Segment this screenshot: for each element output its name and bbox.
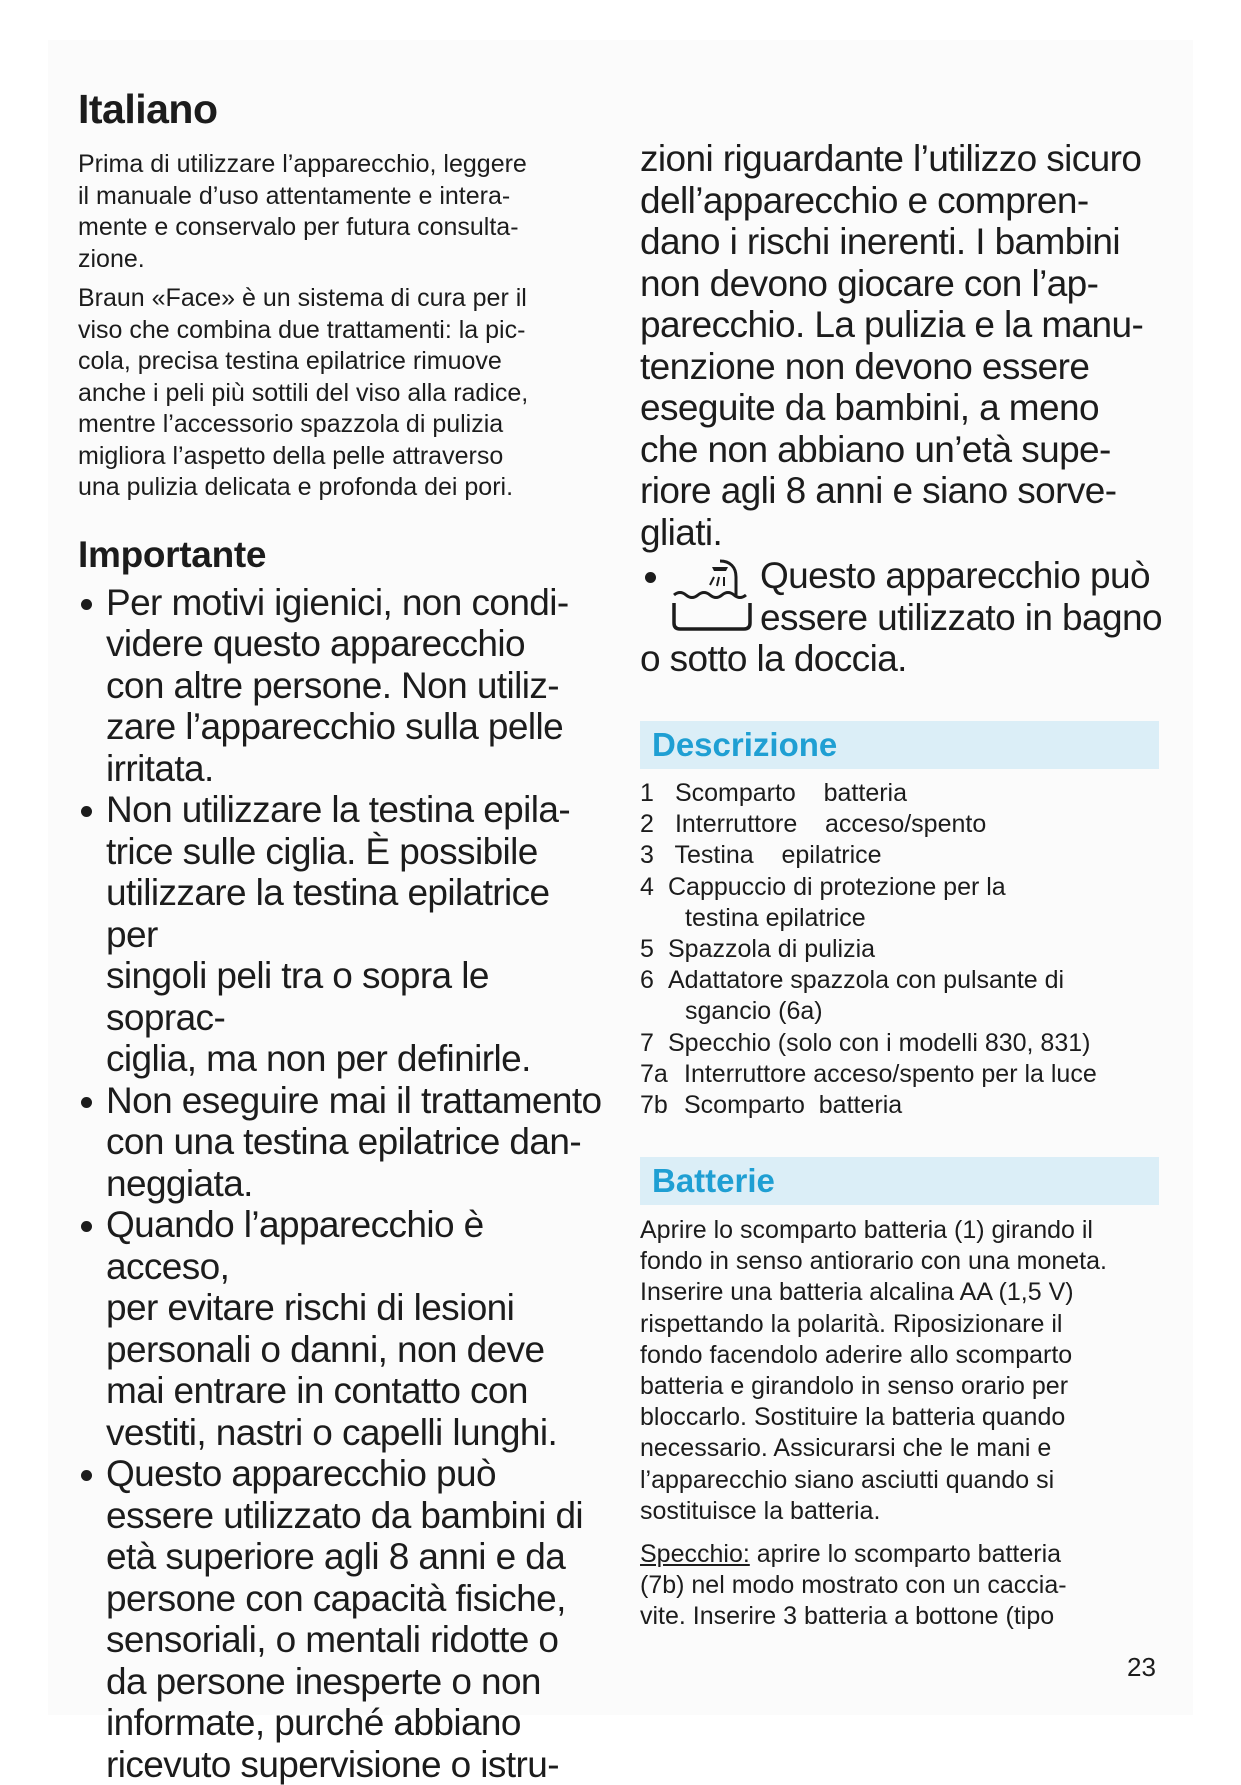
batterie-paragraph: Aprire lo scomparto batteria (1) girando il fondo in senso antiorario con una moneta. Inserire una batteria alcalina AA (1,5 V) rispettando la polarità. Riposizionare il fondo facendolo aderire allo scomparto batteria e girandolo in senso orario per bloccarlo. Sostituire la batteria quando necessario. Assicurarsi che le mani e l’apparecchio siano asciutti quando si sostituisce la batteria. bbox=[640, 1215, 1180, 1527]
specchio-label: Specchio: bbox=[640, 1540, 750, 1568]
list-item: 1 Scomparto batteria bbox=[640, 778, 1180, 809]
intro-paragraph-2: Braun «Face» è un sistema di cura per il viso che combina due trattamenti: la pic- cola, precisa testina epilatrice rimuove anche i peli più sottili del viso alla radice, mentre l’accessorio spazzola di pulizia migliora l’aspetto della pelle attraverso una pulizia delicata e profonda dei pori. bbox=[78, 283, 608, 504]
list-item: 6 Adattatore spazzola con pulsante di bbox=[640, 965, 1180, 996]
left-column bbox=[78, 86, 608, 1785]
intro-text bbox=[78, 149, 608, 504]
bullet-continuation: zioni riguardante l’utilizzo sicuro dell’apparecchio e compren- dano i rischi inerenti. I bambini non devono giocare con l’ap- parecchio. La pulizia e la manu- tenzione non devono essere eseguite da bambini, a meno che non abbiano un’età supe- riore agli 8 anni e siano sorve- gliati. bbox=[640, 138, 1180, 553]
bullet-item-bath-shower bbox=[640, 555, 1180, 680]
specchio-paragraph: Specchio: aprire lo scomparto batteria (7b) nel modo mostrato con un caccia- vite. Inserire 3 batteria a bottone (tipo bbox=[640, 1539, 1180, 1633]
descrizione-heading: Descrizione bbox=[640, 721, 1159, 769]
bullet-item-damaged-head: Non eseguire mai il trattamento con una testina epilatrice dan- neggiata. bbox=[78, 1080, 608, 1205]
important-bullet-list bbox=[78, 582, 608, 1785]
list-item-continuation: testina epilatrice bbox=[640, 903, 1180, 934]
batterie-text bbox=[640, 1215, 1180, 1645]
bullet-item-eyelashes: Non utilizzare la testina epila- trice sulle ciglia. È possibile utilizzare la testina epilatrice per singoli peli tra o sopra le soprac- ciglia, ma non per definirle. bbox=[78, 789, 608, 1080]
description-list bbox=[640, 778, 1180, 1121]
bullet-item-children: Questo apparecchio può essere utilizzato da bambini di età superiore agli 8 anni e da persone con capacità fisiche, sensoriali, o mentali ridotte o da persone inesperte o non informate, purché abbiano ricevuto supervisione o istru- bbox=[78, 1453, 608, 1785]
batterie-heading: Batterie bbox=[640, 1157, 1159, 1205]
bath-shower-icon bbox=[670, 557, 754, 633]
page-number: 23 bbox=[1127, 1652, 1156, 1683]
right-column-continuation bbox=[640, 138, 1180, 680]
list-item: 2 Interruttore acceso/spento bbox=[640, 809, 1180, 840]
list-item: 7b Scomparto batteria bbox=[640, 1090, 1180, 1121]
intro-paragraph-1: Prima di utilizzare l’apparecchio, leggere il manuale d’uso attentamente e intera- mente e conservalo per futura consulta- zione. bbox=[78, 149, 608, 275]
list-item: 7 Specchio (solo con i modelli 830, 831) bbox=[640, 1028, 1180, 1059]
bullet-dot bbox=[645, 572, 656, 583]
important-heading: Importante bbox=[78, 534, 608, 576]
list-item: 3 Testina epilatrice bbox=[640, 840, 1180, 871]
list-item: 4 Cappuccio di protezione per la bbox=[640, 872, 1180, 903]
list-item: 7a Interruttore acceso/spento per la luce bbox=[640, 1059, 1180, 1090]
bath-bullet-text: Questo apparecchio può essere utilizzato in bagno o sotto la doccia. bbox=[640, 555, 1180, 680]
list-item: 5 Spazzola di pulizia bbox=[640, 934, 1180, 965]
list-item-continuation: sgancio (6a) bbox=[640, 996, 1180, 1027]
bullet-item-injury-risk: Quando l’apparecchio è acceso, per evitare rischi di lesioni personali o danni, non deve mai entrare in contatto con vestiti, nastri o capelli lunghi. bbox=[78, 1204, 608, 1453]
bullet-item-hygiene: Per motivi igienici, non condi- videre questo apparecchio con altre persone. Non utiliz- zare l’apparecchio sulla pelle irritata. bbox=[78, 582, 608, 790]
page-title: Italiano bbox=[78, 86, 608, 133]
